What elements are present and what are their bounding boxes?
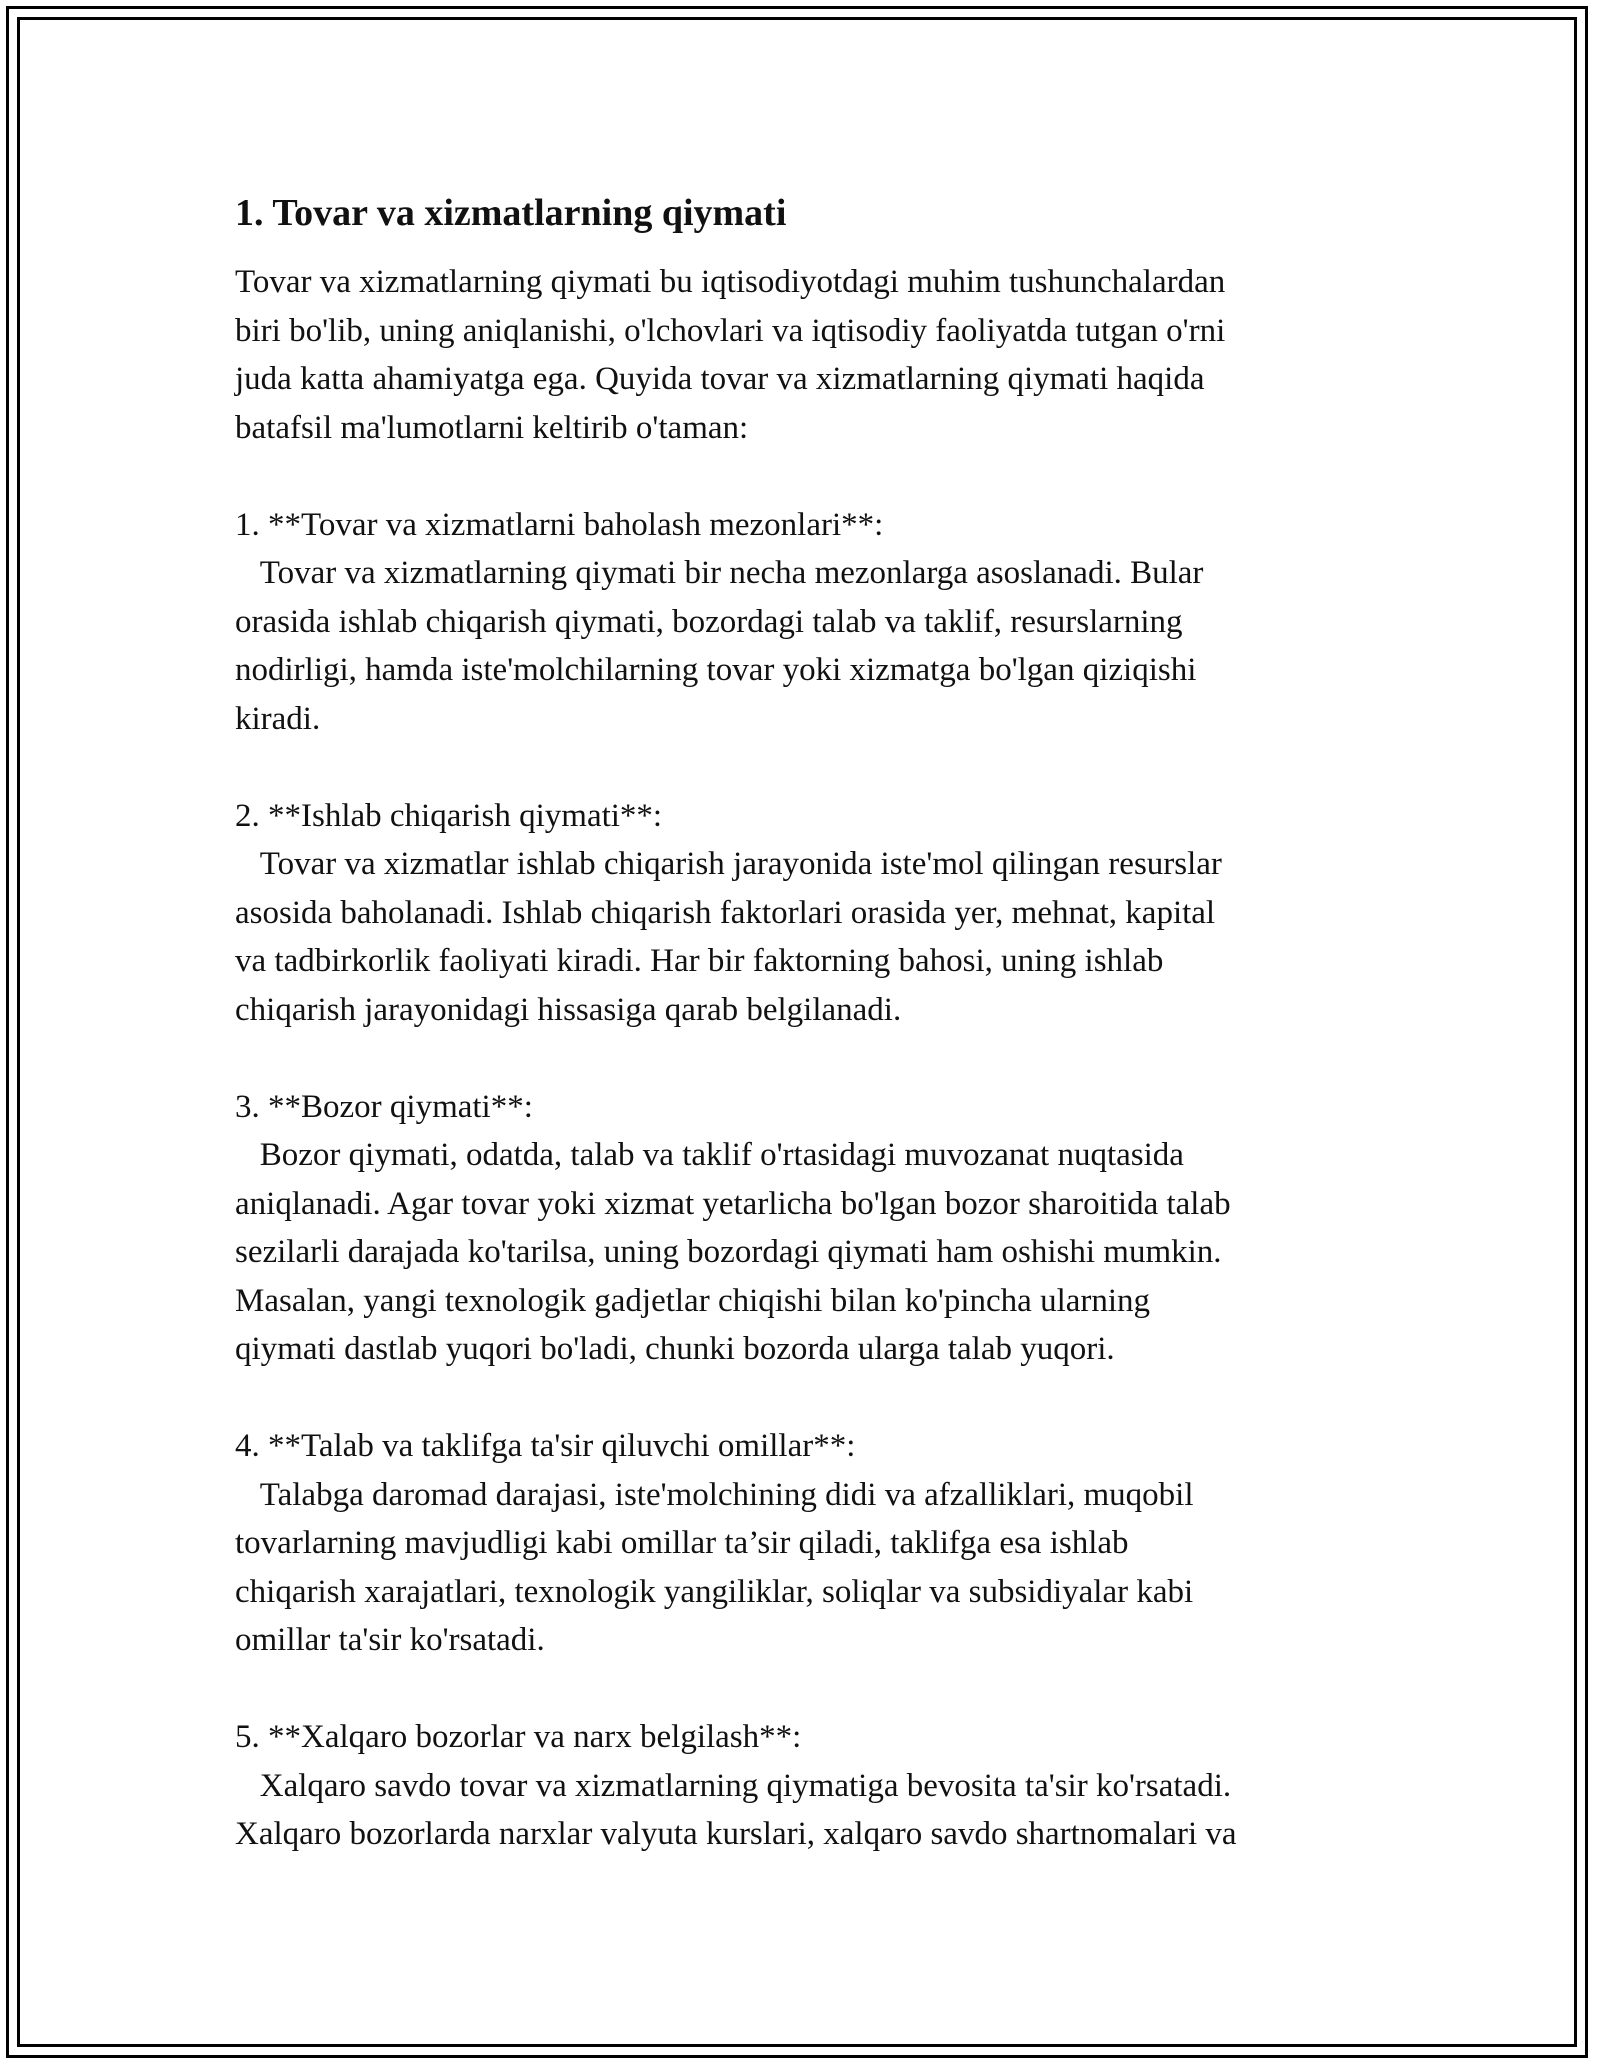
section-line: tovarlarning mavjudligi kabi omillar ta’sir qiladi, taklifga esa ishlab xyxy=(235,1525,1129,1561)
intro-line: juda katta ahamiyatga ega. Quyida tovar va xizmatlarning qiymati haqida xyxy=(235,361,1205,397)
section-4 xyxy=(235,1422,1365,1665)
section-line: Bozor qiymati, odatda, talab va taklif o'rtasidagi muvozanat nuqtasida xyxy=(235,1137,1184,1173)
intro-line: biri bo'lib, uning aniqlanishi, o'lchovlari va iqtisodiy faoliyatda tutgan o'rni xyxy=(235,312,1226,349)
section-line: va tadbirkorlik faoliyati kiradi. Har bir faktorning bahosi, uning ishlab xyxy=(235,943,1164,979)
section-line: kiradi. xyxy=(235,700,321,737)
section-line: omillar ta'sir ko'rsatadi. xyxy=(235,1622,545,1658)
section-heading: 4. **Talab va taklifga ta'sir qiluvchi omillar**: xyxy=(235,1428,856,1464)
intro-line: batafsil ma'lumotlarni keltirib o'taman: xyxy=(235,409,749,446)
section-line: sezilarli darajada ko'tarilsa, uning bozordagi qiymati ham oshishi mumkin. xyxy=(235,1234,1222,1270)
section-2 xyxy=(235,792,1365,1035)
intro-line: Tovar va xizmatlarning qiymati bu iqtisodiyotdagi muhim tushunchalardan xyxy=(235,264,1226,300)
section-line: Xalqaro savdo tovar va xizmatlarning qiymatiga bevosita ta'sir ko'rsatadi. xyxy=(235,1767,1232,1804)
section-line: nodirligi, hamda iste'molchilarning tovar yoki xizmatga bo'lgan qiziqishi xyxy=(235,652,1197,688)
section-line: aniqlanadi. Agar tovar yoki xizmat yetarlicha bo'lgan bozor sharoitida talab xyxy=(235,1185,1231,1222)
section-heading: 3. **Bozor qiymati**: xyxy=(235,1088,533,1125)
section-line: Tovar va xizmatlarning qiymati bir necha mezonlarga asoslanadi. Bular xyxy=(235,555,1204,591)
document-title: 1. Tovar va xizmatlarning qiymati xyxy=(235,192,787,234)
section-3 xyxy=(235,1083,1365,1374)
section-line: Masalan, yangi texnologik gadjetlar chiqishi bilan ko'pincha ularning xyxy=(235,1282,1151,1319)
section-1 xyxy=(235,501,1365,744)
intro-paragraph xyxy=(235,258,1365,452)
section-line: chiqarish xarajatlari, texnologik yangiliklar, soliqlar va subsidiyalar kabi xyxy=(235,1573,1194,1610)
section-5 xyxy=(235,1713,1365,1859)
section-line: Talabga daromad darajasi, iste'molchining didi va afzalliklari, muqobil xyxy=(235,1476,1194,1513)
section-line: qiymati dastlab yuqori bo'ladi, chunki bozorda ularga talab yuqori. xyxy=(235,1331,1115,1367)
section-heading: 2. **Ishlab chiqarish qiymati**: xyxy=(235,797,663,834)
section-line: asosida baholanadi. Ishlab chiqarish faktorlari orasida yer, mehnat, kapital xyxy=(235,894,1216,931)
section-heading: 5. **Xalqaro bozorlar va narx belgilash**: xyxy=(235,1719,802,1755)
document-body xyxy=(235,188,1365,1859)
section-line: orasida ishlab chiqarish qiymati, bozordagi talab va taklif, resurslarning xyxy=(235,603,1183,640)
section-heading: 1. **Tovar va xizmatlarni baholash mezonlari**: xyxy=(235,506,884,543)
section-line: chiqarish jarayonidagi hissasiga qarab belgilanadi. xyxy=(235,991,902,1028)
section-line: Xalqaro bozorlarda narxlar valyuta kurslari, xalqaro savdo shartnomalari va xyxy=(235,1816,1237,1852)
section-line: Tovar va xizmatlar ishlab chiqarish jarayonida iste'mol qilingan resurslar xyxy=(235,846,1222,882)
